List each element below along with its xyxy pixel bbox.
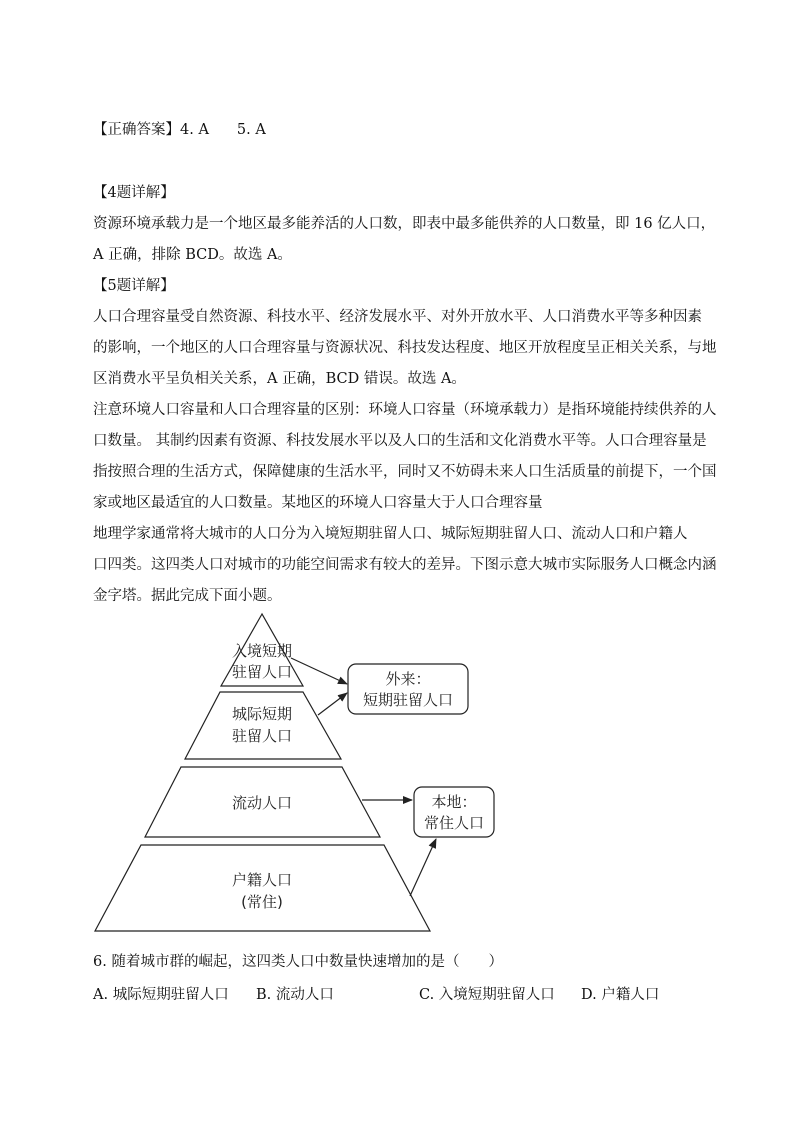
q4-paragraph-line-2: A 正确，排除 BCD。故选 A。: [93, 247, 292, 263]
q5-note-line-2: 口数量。 其制约因素有资源、科技发展水平以及人口的生活和文化消费水平等。人口合理容量是: [93, 433, 707, 449]
option-c[interactable]: C. 入境短期驻留人口: [419, 987, 555, 1003]
q5-note-line-4: 家或地区最适宜的人口数量。某地区的环境人口容量大于人口合理容量: [93, 495, 543, 511]
q5-paragraph-line-1: 人口合理容量受自然资源、科技水平、经济发展水平、对外开放水平、人口消费水平等多种因素: [93, 309, 702, 325]
question6-options: [93, 983, 713, 1003]
option-b[interactable]: B. 流动人口: [256, 987, 334, 1003]
arrow-level4-to-local: [410, 839, 436, 896]
intro-line-3: 金字塔。据此完成下面小题。: [93, 588, 282, 604]
q5-note-line-1: 注意环境人口容量和人口合理容量的区别：环境人口容量（环境承载力）是指环境能持续供养的人: [93, 402, 717, 418]
question6-stem: 6. 随着城市群的崛起，这四类人口中数量快速增加的是（ ）: [93, 954, 503, 970]
q4-paragraph-line-1: 资源环境承载力是一个地区最多能养活的人口数，即表中最多能供养的人口数量，即 16 亿人口，: [93, 216, 716, 232]
level1-label-line2: 驻留人口: [231, 663, 293, 681]
level1-label-line1: 入境短期: [231, 642, 293, 660]
intro-line-2: 口四类。这四类人口对城市的功能空间需求有较大的差异。下图示意大城市实际服务人口概念内涵: [93, 557, 717, 573]
box-local-line2: 常住人口: [423, 814, 485, 832]
q5-paragraph-line-2: 的影响，一个地区的人口合理容量与资源状况、科技发达程度、地区开放程度呈正相关关系，与地: [93, 340, 717, 356]
box-external-line1: 外来：: [385, 670, 431, 688]
level2-label-line2: 驻留人口: [231, 727, 293, 745]
option-d[interactable]: D. 户籍人口: [581, 987, 660, 1003]
box-external-line2: 短期驻留人口: [362, 691, 454, 709]
arrow-level2-to-external: [318, 693, 347, 715]
answer-q4: 4. A: [180, 122, 209, 138]
q5-heading: 【5题详解】: [93, 278, 175, 294]
pyramid-level-intercity-short-stay: [185, 692, 341, 759]
intro-line-1: 地理学家通常将大城市的人口分为入境短期驻留人口、城际短期驻留人口、流动人口和户籍人: [93, 526, 688, 542]
option-a[interactable]: A. 城际短期驻留人口: [93, 987, 229, 1003]
box-local-line1: 本地：: [431, 793, 477, 811]
q5-paragraph-line-3: 区消费水平呈负相关关系，A 正确，BCD 错误。故选 A。: [93, 371, 466, 387]
level3-label: 流动人口: [231, 794, 293, 812]
answer-label: 【正确答案】: [93, 122, 180, 138]
level4-label-line1: 户籍人口: [231, 871, 293, 889]
answer-q5: 5. A: [236, 122, 266, 138]
q5-note-line-3: 指按照合理的生活方式，保障健康的生活水平，同时又不妨碍未来人口生活质量的前提下，一个国: [93, 464, 717, 480]
q4-heading: 【4题详解】: [93, 185, 175, 201]
level4-label-line2: (常住): [241, 893, 283, 911]
level2-label-line1: 城际短期: [231, 705, 293, 723]
